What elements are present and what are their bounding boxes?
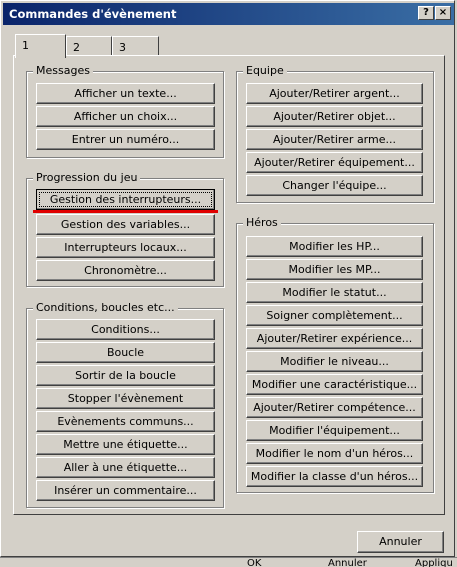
background-apply-label: Appliqu <box>415 558 453 567</box>
conditional-branch-button[interactable]: Conditions... <box>36 319 215 340</box>
group-progression <box>26 171 224 287</box>
background-ok-label: OK <box>247 558 262 567</box>
group-messages <box>26 64 224 158</box>
input-number-button[interactable]: Entrer un numéro... <box>36 129 215 150</box>
tab-3[interactable]: 3 <box>112 36 159 56</box>
change-items-button[interactable]: Ajouter/Retirer objet... <box>246 106 423 127</box>
break-loop-button[interactable]: Sortir de la boucle <box>36 365 215 386</box>
tab-1[interactable]: 1 <box>15 34 66 58</box>
group-label-progression: Progression du jeu <box>33 171 140 184</box>
loop-button[interactable]: Boucle <box>36 342 215 363</box>
change-skills-button[interactable]: Ajouter/Retirer compétence... <box>246 397 423 418</box>
background-cancel-label: Annuler <box>328 558 367 567</box>
title-bar <box>3 3 454 25</box>
group-hero <box>236 216 434 493</box>
group-conditions <box>26 301 224 508</box>
change-exp-button[interactable]: Ajouter/Retirer expérience... <box>246 328 423 349</box>
change-equipment-button[interactable]: Ajouter/Retirer équipement... <box>246 152 423 173</box>
dialog-title: Commandes d'évènement <box>9 7 177 21</box>
change-state-button[interactable]: Modifier le statut... <box>246 282 423 303</box>
change-hero-class-button[interactable]: Modifier la classe d'un héros... <box>246 466 423 487</box>
tab-2[interactable]: 2 <box>66 36 112 56</box>
change-gold-button[interactable]: Ajouter/Retirer argent... <box>246 83 423 104</box>
close-button[interactable]: × <box>435 6 451 20</box>
change-party-button[interactable]: Changer l'équipe... <box>246 175 423 196</box>
change-weapons-button[interactable]: Ajouter/Retirer arme... <box>246 129 423 150</box>
insert-comment-button[interactable]: Insérer un commentaire... <box>36 480 215 501</box>
highlight-underline <box>33 210 218 213</box>
group-label-hero: Héros <box>243 216 281 229</box>
self-switch-button[interactable]: Interrupteurs locaux... <box>36 237 215 258</box>
show-text-button[interactable]: Afficher un texte... <box>36 83 215 104</box>
timer-button[interactable]: Chronomètre... <box>36 260 215 281</box>
set-label-button[interactable]: Mettre une étiquette... <box>36 434 215 455</box>
cancel-button[interactable]: Annuler <box>357 531 444 553</box>
change-mp-button[interactable]: Modifier les MP... <box>246 259 423 280</box>
background-dialog-strip <box>0 557 457 567</box>
switch-control-button[interactable]: Gestion des interrupteurs... <box>36 189 215 210</box>
group-label-conditions: Conditions, boucles etc... <box>33 301 178 314</box>
change-hero-name-button[interactable]: Modifier le nom d'un héros... <box>246 443 423 464</box>
group-party <box>236 64 434 203</box>
change-hero-equipment-button[interactable]: Modifier l'équipement... <box>246 420 423 441</box>
change-parameter-button[interactable]: Modifier une caractéristique... <box>246 374 423 395</box>
help-button[interactable]: ? <box>418 6 434 20</box>
variable-control-button[interactable]: Gestion des variables... <box>36 214 215 235</box>
change-level-button[interactable]: Modifier le niveau... <box>246 351 423 372</box>
tab-panel-1 <box>13 55 445 515</box>
jump-to-label-button[interactable]: Aller à une étiquette... <box>36 457 215 478</box>
group-label-party: Equipe <box>243 64 287 77</box>
exit-event-button[interactable]: Stopper l'évènement <box>36 388 215 409</box>
group-label-messages: Messages <box>33 64 93 77</box>
common-event-button[interactable]: Evènements communs... <box>36 411 215 432</box>
change-hp-button[interactable]: Modifier les HP... <box>246 236 423 257</box>
show-choice-button[interactable]: Afficher un choix... <box>36 106 215 127</box>
recover-all-button[interactable]: Soigner complètement... <box>246 305 423 326</box>
